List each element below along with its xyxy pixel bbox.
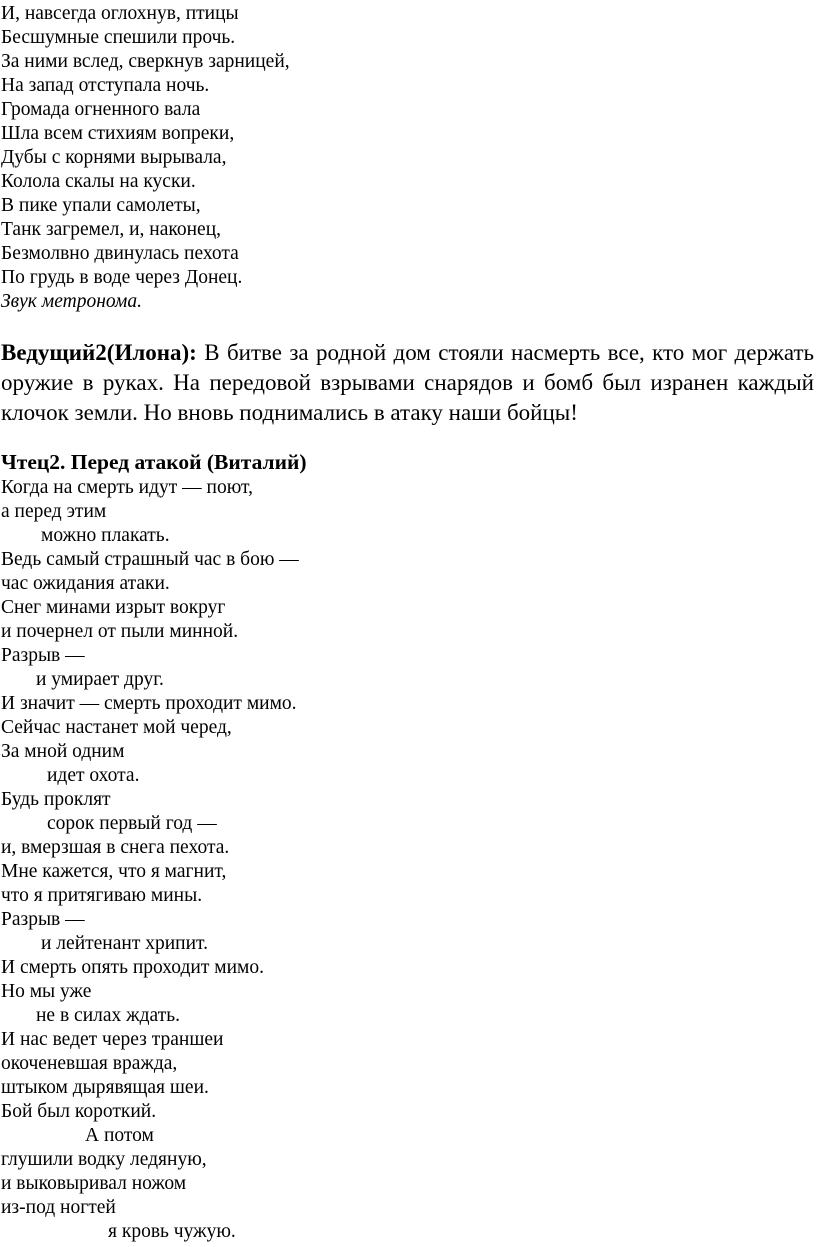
poem2-line: Мне кажется, что я магнит, (1, 861, 227, 882)
poem2-line: окоченевшая вражда, (1, 1053, 178, 1074)
poem1-line: Бесшумные спешили прочь. (1, 27, 236, 48)
poem2-line: час ожидания атаки. (1, 573, 170, 594)
host-paragraph (1, 338, 814, 428)
poem2-line: Будь проклят (1, 789, 111, 810)
poem2-line: а перед этим (1, 501, 107, 522)
poem2-line: сорок первый год — (47, 813, 217, 834)
stage-direction: Звук метронома. (1, 291, 142, 312)
poem2-line: идет охота. (47, 765, 140, 786)
poem2-line: и, вмерзшая в снега пехота. (1, 837, 230, 858)
speaker-name: Ведущий2(Илона): (1, 340, 197, 365)
poem2-line: Ведь самый страшный час в бою — (1, 549, 299, 570)
poem2-line: И смерть опять проходит мимо. (1, 957, 264, 978)
poem2-line: Снег минами изрыт вокруг (1, 597, 226, 618)
poem1-line: За ними вслед, сверкнув зарницей, (1, 51, 290, 72)
poem1-line: Колола скалы на куски. (1, 171, 196, 192)
poem2-line: Но мы уже (1, 981, 92, 1002)
poem2-line: я кровь чужую. (108, 1221, 236, 1242)
poem2-line: За мной одним (1, 741, 125, 762)
poem2-line: И значит — смерть проходит мимо. (1, 693, 297, 714)
host-text: В битве за родной дом стояли насмерть все, кто мог держать оружие в руках. На передовой взрывами снарядов и бомб был изранен каждый клочок земли. Но вновь поднимались в атаку наши бойцы! (1, 340, 815, 425)
poem2-line: А потом (85, 1125, 154, 1146)
poem1-line: Шла всем стихиям вопреки, (1, 123, 235, 144)
poem2-line: штыком дырявящая шеи. (1, 1077, 209, 1098)
poem1-line: В пике упали самолеты, (1, 195, 201, 216)
poem2-line: Когда на смерть идут — поют, (1, 477, 253, 498)
poem2-line: и лейтенант хрипит. (41, 933, 208, 954)
poem1-line: Громада огненного вала (1, 99, 201, 120)
poem2-line: глушили водку ледяную, (1, 1149, 207, 1170)
poem2-line: что я притягиваю мины. (1, 885, 203, 906)
poem1-line: Танк загремел, и, наконец, (1, 219, 222, 240)
poem2-line: Разрыв — (1, 645, 85, 666)
poem2-line: и умирает друг. (36, 669, 164, 690)
poem2-line: Сейчас настанет мой черед, (1, 717, 232, 738)
poem1-line: По грудь в воде через Донец. (1, 267, 243, 288)
poem2-line: Разрыв — (1, 909, 85, 930)
poem1-line: Безмолвно двинулась пехота (1, 243, 239, 264)
poem2-line: можно плакать. (41, 525, 170, 546)
poem2-line: и почернел от пыли минной. (1, 621, 239, 642)
reader-title: Чтец2. Перед атакой (Виталий) (1, 450, 307, 474)
poem1-line: Дубы с корнями вырывала, (1, 147, 227, 168)
poem2-line: Бой был короткий. (1, 1101, 157, 1122)
poem2-line: из-под ногтей (1, 1197, 116, 1218)
poem1-line: И, навсегда оглохнув, птицы (1, 3, 239, 24)
poem1-line: На запад отступала ночь. (1, 75, 210, 96)
poem2-line: и выковыривал ножом (1, 1173, 187, 1194)
poem2-line: не в силах ждать. (36, 1005, 180, 1026)
poem2-line: И нас ведет через траншеи (1, 1029, 224, 1050)
